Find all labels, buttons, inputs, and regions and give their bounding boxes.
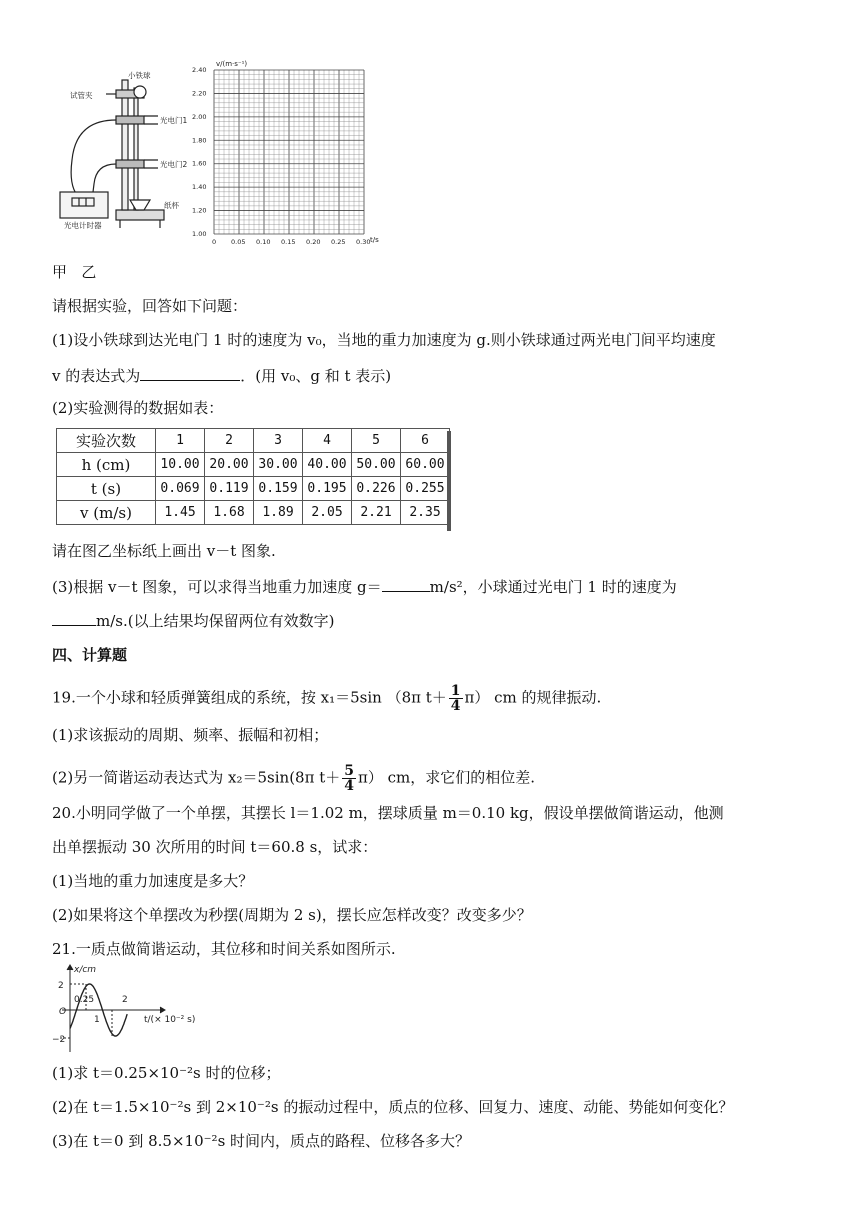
p19-fraction — [449, 684, 463, 713]
table-row — [57, 453, 450, 477]
q3-line-b — [52, 609, 334, 631]
label-gate2: 光电门2 — [160, 160, 188, 169]
p19-2-post: π） cm，求它们的相位差. — [358, 768, 536, 787]
grid-x-tick-label: 0 — [212, 238, 217, 246]
grid-y-tick-label: 1.20 — [192, 206, 207, 215]
graph21-y-max: 2 — [58, 981, 64, 991]
table-shadow — [447, 431, 451, 531]
grid-y-tick-label: 2.40 — [192, 66, 207, 74]
grid-x-ticks — [212, 238, 370, 246]
table-cell: 2.21 — [352, 501, 401, 525]
p20-q1: (1)当地的重力加速度是多大？ — [52, 872, 254, 890]
table-cell: 50.00 — [352, 453, 401, 477]
table-cell: v (m/s) — [57, 501, 156, 525]
p19-2-fraction — [342, 764, 356, 793]
table-header-cell: 1 — [156, 429, 205, 453]
q3b-post: m/s.(以上结果均保留两位有效数字) — [96, 612, 335, 630]
grid-y-tick-label: 1.40 — [192, 183, 207, 192]
q3a-mid: m/s²，小球通过光电门 1 时的速度为 — [429, 578, 677, 596]
grid-y-tick-label: 1.60 — [192, 159, 207, 168]
table-cell: t (s) — [57, 477, 156, 501]
graph21-origin: O — [59, 1007, 67, 1017]
fraction-numerator: 1 — [450, 683, 461, 699]
draw-instruction: 请在图乙坐标纸上画出 v－t 图象. — [52, 542, 276, 560]
grid-x-tick-label: 0.05 — [231, 238, 246, 246]
p20-line-a: 20.小明同学做了一个单摆，其摆长 l＝1.02 m，摆球质量 m＝0.10 kg，假设单摆做简谐运动，他测 — [52, 804, 724, 822]
displacement-time-graph — [52, 962, 202, 1056]
grid-x-tick-label: 0.15 — [281, 238, 296, 246]
table-cell: 20.00 — [205, 453, 254, 477]
table-cell: 2.35 — [401, 501, 450, 525]
table-cell: 40.00 — [303, 453, 352, 477]
section-title: 四、计算题 — [52, 646, 128, 664]
table-cell: 0.226 — [352, 477, 401, 501]
label-gate1: 光电门1 — [160, 116, 188, 125]
label-ball: 小铁球 — [128, 71, 151, 80]
table-header-cell: 实验次数 — [57, 429, 156, 453]
q1b-post: ．(用 v₀、g 和 t 表示) — [240, 367, 392, 385]
table-cell: 1.68 — [205, 501, 254, 525]
table-cell: 0.119 — [205, 477, 254, 501]
q2-line: (2)实验测得的数据如表： — [52, 399, 224, 417]
caption-yi: 乙 — [81, 263, 97, 281]
grid-lines — [214, 70, 364, 234]
graph21-y-min: −2 — [52, 1035, 66, 1045]
graph21-t2: 2 — [122, 995, 128, 1005]
apparatus-figure — [58, 68, 198, 238]
table-header-cell: 4 — [303, 429, 352, 453]
grid-y-axis-label: v/(m·s⁻¹) — [216, 60, 248, 68]
q3-line-a — [52, 575, 677, 597]
p19-pre: 19.一个小球和轻质弹簧组成的系统，按 x₁＝5sin （8π t＋ — [52, 688, 447, 707]
table-cell: 0.195 — [303, 477, 352, 501]
graph21-x-label: t/(× 10⁻² s) — [144, 1015, 196, 1025]
table-cell: h (cm) — [57, 453, 156, 477]
p19-line — [52, 684, 601, 713]
q3-v-blank[interactable] — [52, 609, 96, 626]
p20-q2: (2)如果将这个单摆改为秒摆(周期为 2 s)，摆长应怎样改变？改变多少？ — [52, 906, 532, 924]
p19-q1: (1)求该振动的周期、频率、振幅和初相； — [52, 726, 329, 744]
table-header-row — [57, 429, 450, 453]
table-cell: 0.255 — [401, 477, 450, 501]
grid-y-tick-label: 2.00 — [192, 112, 207, 121]
table-cell: 60.00 — [401, 453, 450, 477]
p19-q2 — [52, 764, 535, 793]
graph21-y-label: x/cm — [74, 965, 97, 975]
p21-q1: (1)求 t＝0.25×10⁻²s 时的位移； — [52, 1064, 281, 1082]
table-row — [57, 477, 450, 501]
label-timer: 光电计时器 — [64, 221, 102, 230]
table-row — [57, 501, 450, 525]
grid-y-tick-label: 2.20 — [192, 89, 207, 98]
p19-post: π） cm 的规律振动. — [464, 688, 602, 707]
figure-captions — [52, 262, 96, 282]
fraction-denominator: 4 — [450, 698, 461, 714]
grid-x-tick-label: 0.25 — [331, 238, 346, 246]
table-header-cell: 6 — [401, 429, 450, 453]
fraction-numerator: 5 — [344, 763, 354, 779]
grid-x-tick-label: 0.30 — [356, 238, 371, 246]
table-header-cell: 5 — [352, 429, 401, 453]
q1-line-b — [52, 364, 391, 386]
grid-y-tick-label: 1.00 — [192, 230, 207, 238]
table-cell: 1.45 — [156, 501, 205, 525]
p21-line: 21.一质点做简谐运动，其位移和时间关系如图所示. — [52, 940, 396, 958]
table-cell: 0.159 — [254, 477, 303, 501]
table-header-cell: 3 — [254, 429, 303, 453]
q3a-pre: (3)根据 v－t 图象，可以求得当地重力加速度 g＝ — [52, 578, 382, 596]
grid-y-ticks — [192, 66, 206, 238]
caption-jia: 甲 — [52, 263, 68, 281]
grid-paper-figure — [190, 58, 390, 250]
graph21-t1: 1 — [94, 1015, 100, 1025]
grid-x-tick-label: 0.10 — [256, 238, 271, 246]
grid-x-axis-label: t/s — [370, 236, 379, 244]
table-cell: 30.00 — [254, 453, 303, 477]
table-cell: 10.00 — [156, 453, 205, 477]
q1-line-a: (1)设小铁球到达光电门 1 时的速度为 v₀，当地的重力加速度为 g.则小铁球通过两光电门间平均速度 — [52, 331, 716, 349]
q3-g-blank[interactable] — [382, 575, 430, 592]
p21-q3: (3)在 t＝0 到 8.5×10⁻²s 时间内，质点的路程、位移各多大？ — [52, 1132, 471, 1150]
fraction-denominator: 4 — [344, 778, 354, 794]
q1-answer-blank[interactable] — [140, 364, 240, 381]
label-cup: 纸杯 — [164, 201, 179, 210]
grid-x-tick-label: 0.20 — [306, 238, 321, 246]
data-table — [56, 428, 450, 525]
label-clamp: 试管夹 — [70, 91, 93, 100]
graph21-t025: 0.25 — [74, 995, 95, 1005]
grid-y-tick-label: 1.80 — [192, 136, 207, 145]
q1b-pre: v 的表达式为 — [52, 367, 141, 385]
p21-q2: (2)在 t＝1.5×10⁻²s 到 2×10⁻²s 的振动过程中，质点的位移、回复力、速度、动能、势能如何变化？ — [52, 1098, 734, 1116]
table-cell: 2.05 — [303, 501, 352, 525]
table-cell: 1.89 — [254, 501, 303, 525]
table-header-cell: 2 — [205, 429, 254, 453]
p20-line-b: 出单摆振动 30 次所用的时间 t＝60.8 s，试求： — [52, 838, 378, 856]
intro-text: 请根据实验，回答如下问题： — [52, 297, 248, 315]
table-cell: 0.069 — [156, 477, 205, 501]
p19-2-pre: (2)另一简谐运动表达式为 x₂＝5sin(8π t＋ — [52, 768, 341, 787]
